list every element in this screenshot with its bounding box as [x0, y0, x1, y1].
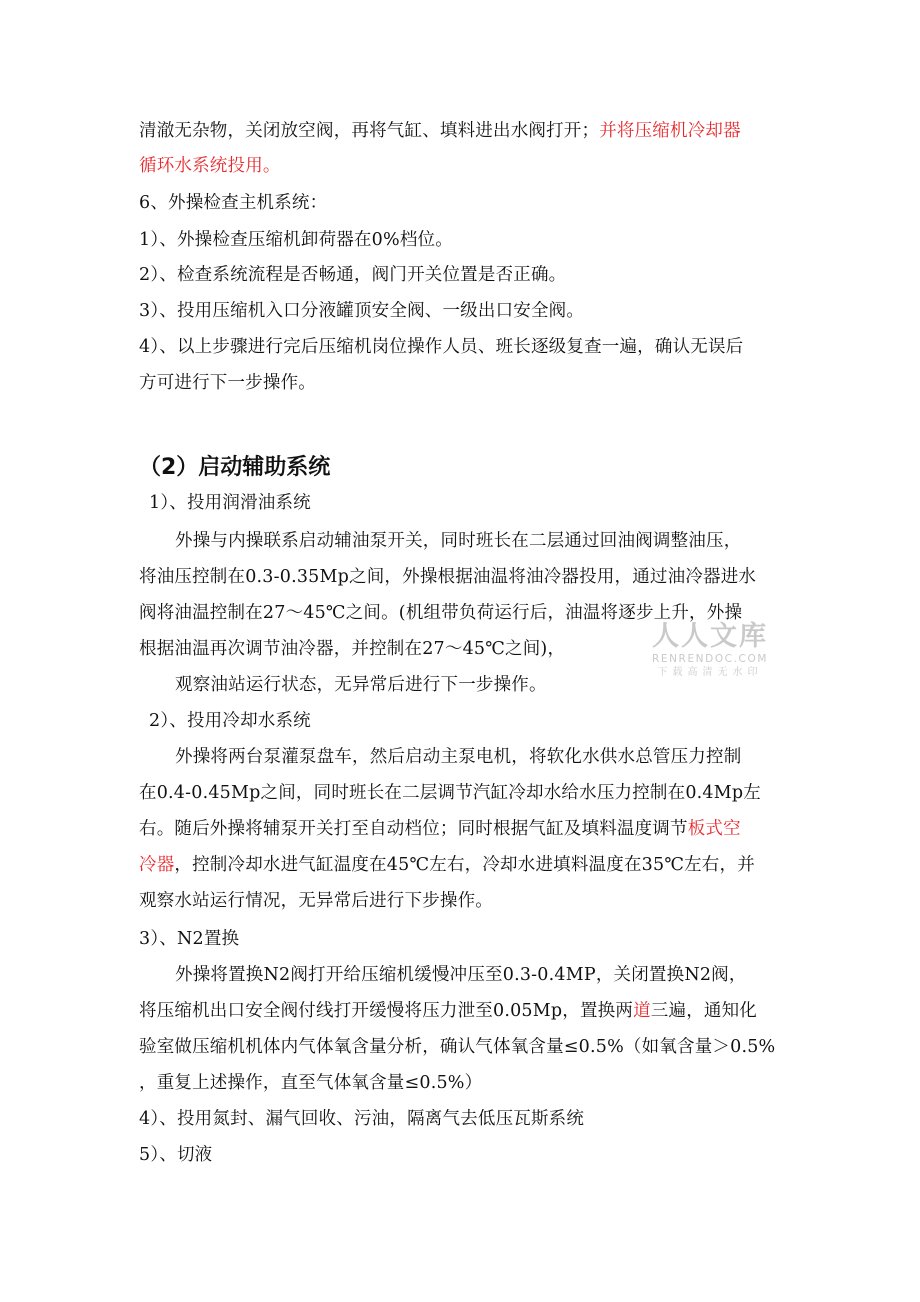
text-segment: 右。随后外操将辅泵开关打至自动档位；同时根据气缸及填料温度调节: [139, 819, 688, 839]
watermark-logo: [646, 622, 774, 680]
paragraph-line: 外操将两台泵灌泵盘车，然后启动主泵电机，将软化水供水总管压力控制: [175, 747, 742, 767]
text-segment: 清澈无杂物，关闭放空阀，再将气缸、填料进出水阀打开；: [139, 121, 600, 141]
paragraph-line: [139, 999, 757, 1023]
paragraph-line: 阀将油温控制在27～45℃之间。(机组带负荷运行后，油温将逐步上升，外操: [139, 603, 743, 623]
text-segment: 三遍，通知化: [650, 1001, 757, 1021]
subsection-title: 3）、N2置换: [139, 929, 240, 949]
highlighted-text: 板式空: [687, 819, 741, 839]
paragraph-line: 外操与内操联系启动辅油泵开关，同时班长在二层通过回油阀调整油压，: [175, 531, 742, 551]
paragraph-line: 将油压控制在0.3-0.35Mp之间，外操根据油温将油冷器投用，通过油冷器进水: [139, 567, 757, 587]
text-line: 4）、以上步骤进行完后压缩机岗位操作人员、班长逐级复查一遍，确认无误后: [139, 337, 744, 357]
text-segment: 将压缩机出口安全阀付线打开缓慢将压力泄至0.05Mp，置换两: [139, 1001, 634, 1021]
section-heading: （2）启动辅助系统: [139, 455, 331, 480]
paragraph-line: [139, 853, 755, 877]
text-line: 6、外操检查主机系统：: [139, 193, 328, 213]
text-line: 1）、外操检查压缩机卸荷器在0%档位。: [139, 230, 453, 250]
watermark-domain: RENRENDOC.COM: [651, 653, 769, 665]
paragraph-line: 根据油温再次调节油冷器，并控制在27～45℃之间)，: [139, 639, 566, 659]
paragraph-line: 观察水站运行情况，无异常后进行下步操作。: [139, 891, 493, 911]
text-line: 4）、投用氮封、漏气回收、污油，隔离气去低压瓦斯系统: [139, 1109, 585, 1129]
highlighted-text: 并将压缩机冷却器: [599, 121, 741, 141]
text-line: 方可进行下一步操作。: [139, 373, 316, 393]
paragraph-line: 观察油站运行状态，无异常后进行下一步操作。: [175, 675, 547, 695]
subsection-title: 1）、投用润滑油系统: [149, 493, 311, 513]
paragraph-line: [139, 817, 741, 841]
highlighted-text-line: 循环水系统投用。: [139, 156, 281, 176]
text-line: 5）、切液: [139, 1145, 213, 1165]
text-line: 3）、投用压缩机入口分液罐顶安全阀、一级出口安全阀。: [139, 301, 585, 321]
highlighted-text: 冷器: [139, 855, 175, 875]
watermark-title: 人人文库: [652, 621, 768, 652]
subsection-title: 2）、投用冷却水系统: [149, 711, 311, 731]
paragraph-line: 外操将置换N2阀打开给压缩机缓慢冲压至0.3-0.4MP，关闭置换N2阀，: [175, 965, 747, 985]
paragraph-line: 在0.4-0.45Mp之间，同时班长在二层调节汽缸冷却水给水压力控制在0.4Mp左: [139, 783, 761, 803]
watermark-caption: 下载高清无水印: [657, 667, 763, 678]
paragraph-line: 验室做压缩机机体内气体氧含量分析，确认气体氧含量≤0.5%（如氧含量＞0.5%: [139, 1037, 776, 1057]
highlighted-text: 道: [633, 1001, 651, 1021]
text-segment: ，控制冷却水进气缸温度在45℃左右，冷却水进填料温度在35℃左右，并: [174, 855, 755, 875]
paragraph-line: ，重复上述操作，直至气体氧含量≤0.5%）: [139, 1073, 483, 1093]
text-line: [139, 119, 741, 143]
text-line: 2）、检查系统流程是否畅通，阀门开关位置是否正确。: [139, 265, 567, 285]
